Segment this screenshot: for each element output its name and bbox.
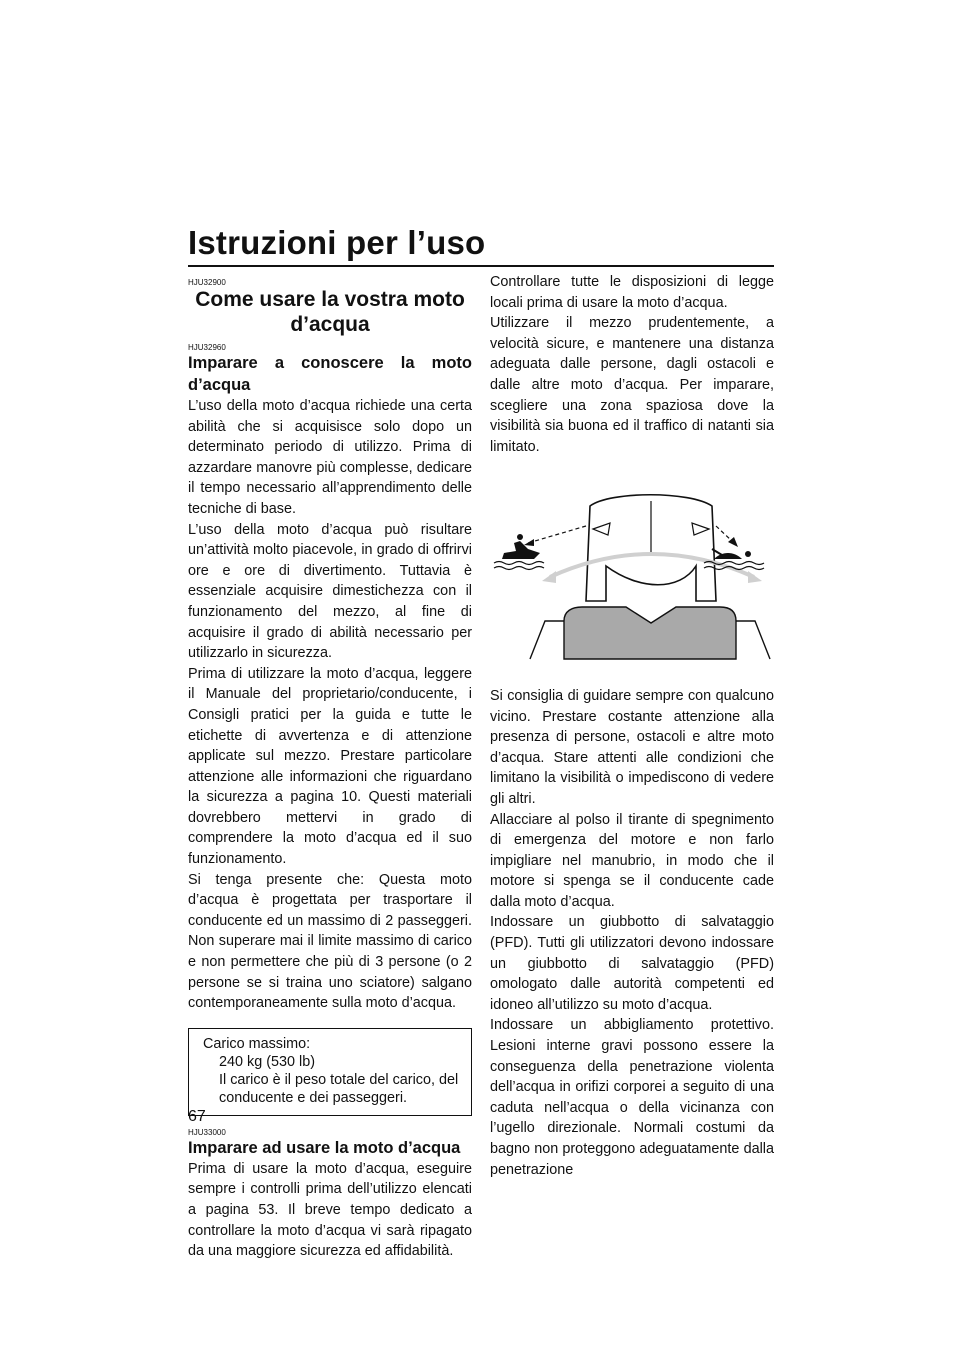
paragraph: L’uso della moto d’acqua può risultare un’attività molto piacevole, in grado di offrirvi ore e ore di divertimento. Tuttavia è essenziale acquisire dimestichezza con il funzionamento del mezzo, al fine di acquisire il grado di abilità necessario per utilizzarlo in sicurezza. [188, 521, 472, 662]
left-column [188, 278, 472, 1262]
section-title [188, 287, 472, 337]
header-rule [188, 265, 774, 267]
max-load-note: Il carico è il peso totale del carico, del conducente e dei passeggeri. [219, 1071, 459, 1106]
page-header-title: Istruzioni per l’uso [188, 224, 486, 261]
paragraph: Prima di usare la moto d’acqua, eseguire sempre i controlli prima dell’utilizzo elencati a pagina 53. Il breve tempo dedicato a controllare la moto d’acqua vi sarà ripagato da una maggiore sicurezza ed affidabilità. [188, 1160, 472, 1260]
subsection-code: HJU32960 [188, 343, 226, 352]
section-title-line2: d’acqua [290, 313, 370, 336]
rider-head-icon [586, 495, 716, 601]
paragraph: Si tenga presente che: Questa moto d’acqua è progettata per trasportare il conducente ed un massimo di 2 passeggeri. Non superare mai il limite massimo di carico e non permettere che più di 3 persone (o 2 persone se si traina uno sciatore) salgano contemporaneamente sulla moto d’acqua. [188, 871, 472, 1012]
paragraph: Controllare tutte le disposizioni di legge locali prima di usare la moto d’acqua. [490, 274, 774, 311]
page-number: 67 [188, 1108, 206, 1125]
life-vest-shape [530, 607, 770, 659]
paragraph: Indossare un giubbotto di salvataggio (PFD). Tutti gli utilizzatori devono indossare un giubbotto di salvataggio (PFD) omologato dalle autorità competenti ed idoneo all’utilizzo su moto d’acqua. [490, 914, 774, 1013]
right-column [490, 272, 774, 1180]
jet-ski-icon [502, 534, 540, 559]
max-load-value: 240 kg (530 lb) [219, 1053, 315, 1070]
subsection-title: Imparare ad usare la moto d’acqua [188, 1138, 461, 1157]
swimmer-icon [712, 549, 751, 559]
paragraph: L’uso della moto d’acqua richiede una certa abilità che si acquisisce solo dopo un determinato periodo di utilizzo. Prima di azzardare manovre più complesse, dedicare il tempo necessario all’apprendimento delle tecniche di base. [188, 398, 472, 517]
section-title-line1: Come usare la vostra moto [195, 288, 465, 311]
max-load-label: Carico massimo: [203, 1035, 311, 1052]
paragraph: Si consiglia di guidare sempre con qualcuno vicino. Prestare costante attenzione alla presenza di persone, ostacoli e altre moto d’acqua. Stare attenti alle condizioni che limitano la visibilità o impediscono di vedere gli altri. [490, 687, 774, 807]
subsection-code: HJU33000 [188, 1127, 226, 1137]
paragraph: Prima di utilizzare la moto d’acqua, leggere il Manuale del proprietario/conducente, i Consigli pratici per la guida e tutte le etichette di avvertenza e di attenzione applicate sul mezzo. Prestare particolare attenzione alle informazioni che riguardano la sicurezza a pagina 10. Questi materiali dovrebbero mettervi in grado di comprendere la moto d’acqua ed il suo funzionamento. [188, 665, 472, 868]
subsection-title: Imparare a conoscere la moto d’acqua [188, 354, 472, 394]
rider-visibility-illustration [490, 471, 774, 661]
paragraph: Allacciare al polso il tirante di spegnimento di emergenza del motore e non farlo impigliare nel manubrio, in modo che il motore si spenga se il conducente cade dalla moto d’acqua. [490, 811, 774, 910]
paragraph: Utilizzare il mezzo prudentemente, a velocità sicure, e mantenere una distanza adeguata dalle persone, dagli ostacoli e dalle altre moto d’acqua. Per imparare, scegliere una zona spaziosa dove la visibilità sia buona ed il traffico di natanti sia limitato. [490, 315, 774, 455]
section-code: HJU32900 [188, 278, 226, 287]
max-load-box [188, 1028, 472, 1116]
paragraph: Indossare un abbigliamento protettivo. Lesioni interne gravi possono essere la conseguenza della penetrazione violenta dell’acqua in orifizi corporei a seguito di una caduta nell’acqua o della vicinanza con l’ugello direzionale. Normali costumi da bagno non proteggono adeguatamente dalla penetrazione [490, 1017, 774, 1178]
